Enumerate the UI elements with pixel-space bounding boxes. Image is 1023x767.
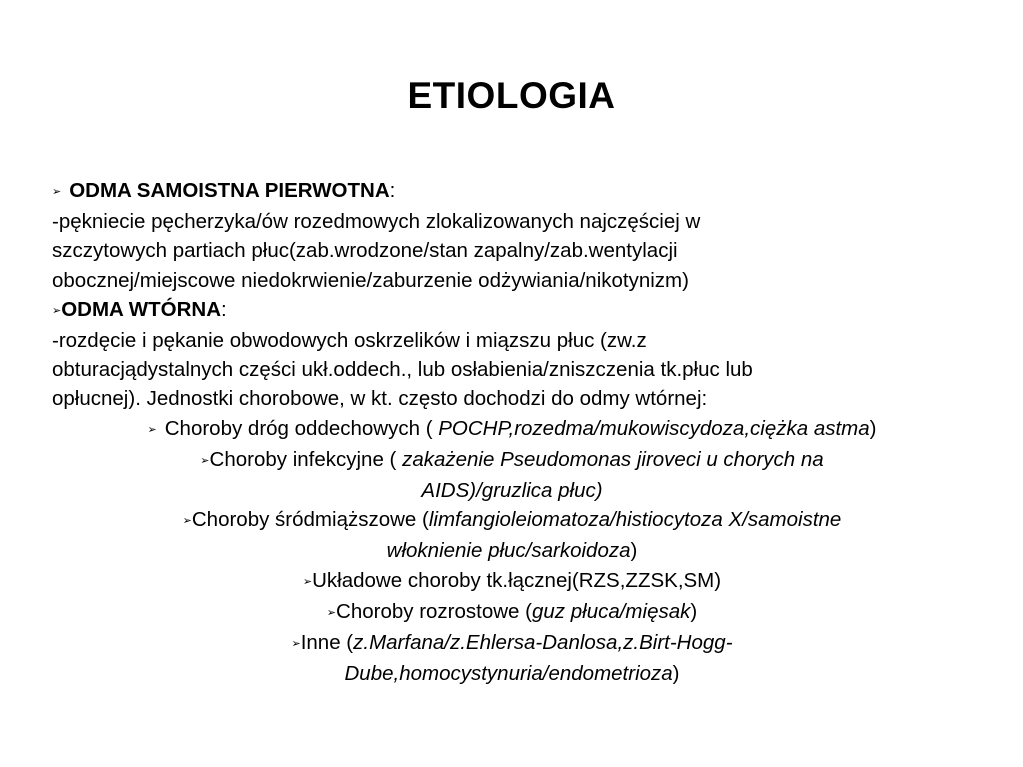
disease-detail: limfangioleiomatoza/histiocytoza X/samoistne: [428, 508, 842, 532]
disease-detail-continued: AIDS)/gruzlica płuc): [421, 479, 603, 503]
slide-content: [52, 176, 972, 688]
disease-detail-continued-line: [52, 536, 972, 565]
disease-detail: z.Marfana/z.Ehlersa-Danlosa,z.Birt-Hogg-: [353, 631, 733, 655]
arrow-bullet-icon: ➢: [52, 186, 62, 198]
secondary-text-line: -rozdęcie i pękanie obwodowych oskrzelików i miązszu płuc (zw.z: [52, 329, 647, 353]
disease-detail: POCHP,rozedma/mukowiscydoza,ciężka astma: [438, 416, 870, 440]
arrow-bullet-icon: ➢: [52, 304, 62, 317]
disease-label: Inne (: [300, 631, 354, 655]
arrow-bullet-icon: ➢: [302, 575, 313, 588]
disease-item-neoplastic: [52, 597, 972, 628]
secondary-heading: ODMA WTÓRNA: [61, 297, 222, 321]
disease-close: ): [630, 539, 638, 563]
arrow-bullet-icon: ➢: [291, 638, 301, 651]
disease-detail: guz płuca/mięsak: [531, 599, 691, 623]
secondary-heading-colon: :: [221, 297, 227, 321]
disease-label: Układowe choroby tk.łącznej(RZS,ZZSK,SM): [312, 568, 722, 592]
slide-title: ETIOLOGIA: [407, 75, 616, 116]
arrow-bullet-icon: ➢: [326, 606, 337, 619]
disease-item-systemic: [52, 566, 972, 597]
secondary-heading-line: [52, 295, 972, 326]
disease-label: Choroby dróg oddechowych (: [164, 416, 433, 440]
disease-label: Choroby infekcyjne (: [209, 447, 403, 471]
disease-item-infectious: [52, 445, 972, 476]
primary-text-line: -pękniecie pęcherzyka/ów rozedmowych zlokalizowanych najczęściej w: [52, 210, 701, 234]
primary-heading-colon: :: [389, 179, 396, 202]
disease-close: ): [869, 416, 877, 440]
arrow-bullet-icon: ➢: [200, 454, 210, 467]
primary-heading: ODMA SAMOISTNA PIERWOTNA: [69, 179, 390, 202]
disease-item-other: [52, 628, 972, 659]
disease-detail-continued-line: [52, 659, 972, 688]
disease-detail: zakażenie Pseudomonas jiroveci u chorych na: [402, 447, 824, 471]
disease-detail-continued: Dube,homocystynuria/endometrioza: [344, 662, 673, 686]
disease-label: Choroby rozrostowe (: [336, 599, 532, 623]
primary-text-line: szczytowych partiach płuc(zab.wrodzone/stan zapalny/zab.wentylacji: [52, 239, 678, 263]
primary-heading-line: [52, 176, 972, 207]
disease-close: ): [690, 599, 698, 623]
secondary-text-line: opłucnej). Jednostki chorobowe, w kt. często dochodzi do odmy wtórnej:: [52, 387, 708, 411]
disease-item-respiratory: [52, 414, 972, 445]
disease-close: ): [672, 662, 680, 686]
arrow-bullet-icon: ➢: [147, 423, 157, 436]
disease-label: Choroby śródmiąższowe (: [191, 508, 429, 532]
primary-text-line: obocznej/miejscowe niedokrwienie/zaburzenie odżywiania/nikotynizm): [52, 268, 689, 292]
arrow-bullet-icon: ➢: [182, 515, 192, 528]
secondary-text-line: obturacjądystalnych części ukł.oddech., lub osłabienia/zniszczenia tk.płuc lub: [52, 358, 753, 382]
disease-detail-continued: włoknienie płuc/sarkoidoza: [386, 539, 631, 563]
disease-item-interstitial: [52, 505, 972, 536]
